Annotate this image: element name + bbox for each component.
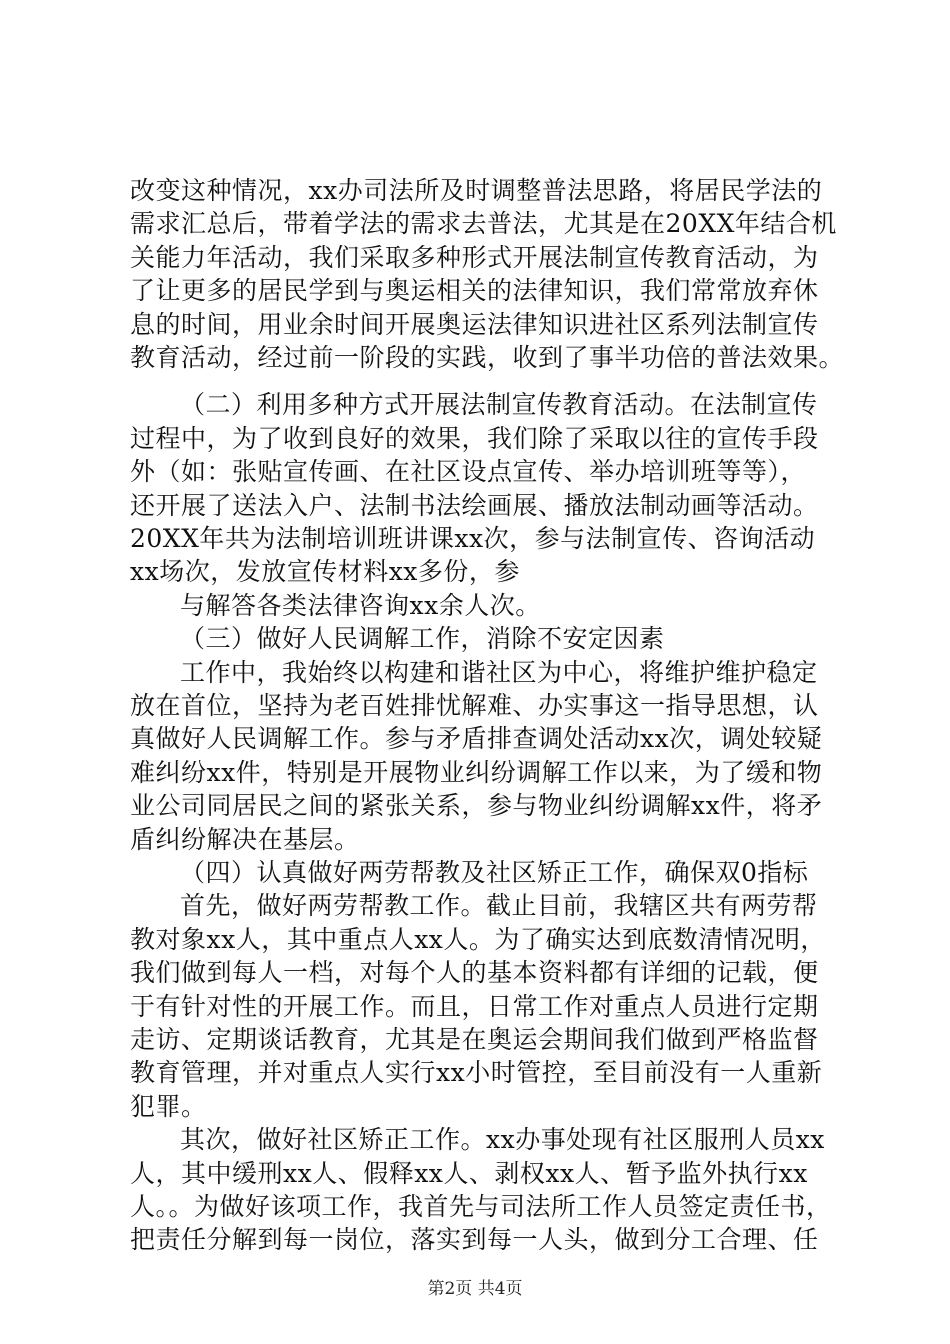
paragraph-line: 真做好人民调解工作。参与矛盾排查调处活动xx次，调处较疑 xyxy=(130,724,823,753)
paragraph-line: 教育管理，并对重点人实行xx小时管控，至目前没有一人重新 xyxy=(130,1058,823,1087)
paragraph-line: 难纠纷xx件，特别是开展物业纠纷调解工作以来，为了缓和物 xyxy=(130,758,823,787)
paragraph-line: 改变这种情况，xx办司法所及时调整普法思路，将居民学法的 xyxy=(130,176,823,205)
paragraph-line: 人，其中缓刑xx人、假释xx人、剥权xx人、暂予监外执行xx xyxy=(130,1159,808,1188)
paragraph-line: 首先，做好两劳帮教工作。截止目前，我辖区共有两劳帮 xyxy=(180,891,818,920)
paragraph-line: 20XX年共为法制培训班讲课xx次，参与法制宣传、咨询活动 xyxy=(130,524,816,553)
paragraph-line: 把责任分解到每一岗位，落实到每一人头，做到分工合理、任 xyxy=(130,1225,819,1254)
paragraph-line: 我们做到每人一档，对每个人的基本资料都有详细的记载，便 xyxy=(130,958,819,987)
page-footer: 第2页 共4页 xyxy=(427,1279,523,1299)
paragraph-line: 走访、定期谈话教育，尤其是在奥运会期间我们做到严格监督 xyxy=(130,1025,819,1054)
section-heading-two: （二）利用多种方式开展法制宣传教育活动。在法制宣传 xyxy=(180,390,818,419)
paragraph-line: 人。。为做好该项工作，我首先与司法所工作人员签定责任书， xyxy=(130,1192,832,1221)
paragraph-line: 于有针对性的开展工作。而且，日常工作对重点人员进行定期 xyxy=(130,992,819,1021)
section-heading-three: （三）做好人民调解工作，消除不安定因素 xyxy=(180,624,665,653)
paragraph-line: 了让更多的居民学到与奥运相关的法律知识，我们常常放弃休 xyxy=(130,276,819,305)
paragraph-line: 需求汇总后，带着学法的需求去普法，尤其是在20XX年结合机 xyxy=(130,209,837,238)
paragraph-line: 教对象xx人，其中重点人xx人。为了确实达到底数清情况明， xyxy=(130,925,826,954)
paragraph-line: 与解答各类法律咨询xx余人次。 xyxy=(180,591,541,620)
paragraph-line: 外（如：张贴宣传画、在社区设点宣传、举办培训班等等）， xyxy=(130,457,807,486)
paragraph-line: 关能力年活动，我们采取多种形式开展法制宣传教育活动，为 xyxy=(130,243,819,272)
section-heading-four: （四）认真做好两劳帮教及社区矫正工作，确保双0指标 xyxy=(180,858,809,887)
paragraph-line: 教育活动，经过前一阶段的实践，收到了事半功倍的普法效果。 xyxy=(130,343,845,372)
paragraph-line: xx场次，发放宣传材料xx多份，参 xyxy=(130,557,520,586)
paragraph-line: 工作中，我始终以构建和谐社区为中心，将维护维护稳定 xyxy=(180,658,818,687)
paragraph-line: 过程中，为了收到良好的效果，我们除了采取以往的宣传手段 xyxy=(130,424,819,453)
paragraph-line: 还开展了送法入户、法制书法绘画展、播放法制动画等活动。 xyxy=(130,491,819,520)
paragraph-line: 放在首位，坚持为老百姓排忧解难、办实事这一指导思想，认 xyxy=(130,691,819,720)
paragraph-line: 犯罪。 xyxy=(130,1092,207,1121)
paragraph-line: 业公司同居民之间的紧张关系，参与物业纠纷调解xx件，将矛 xyxy=(130,791,823,820)
paragraph-line: 其次，做好社区矫正工作。xx办事处现有社区服刑人员xx xyxy=(180,1125,825,1154)
paragraph-line: 息的时间，用业余时间开展奥运法律知识进社区系列法制宣传 xyxy=(130,310,819,339)
paragraph-line: 盾纠纷解决在基层。 xyxy=(130,825,360,854)
